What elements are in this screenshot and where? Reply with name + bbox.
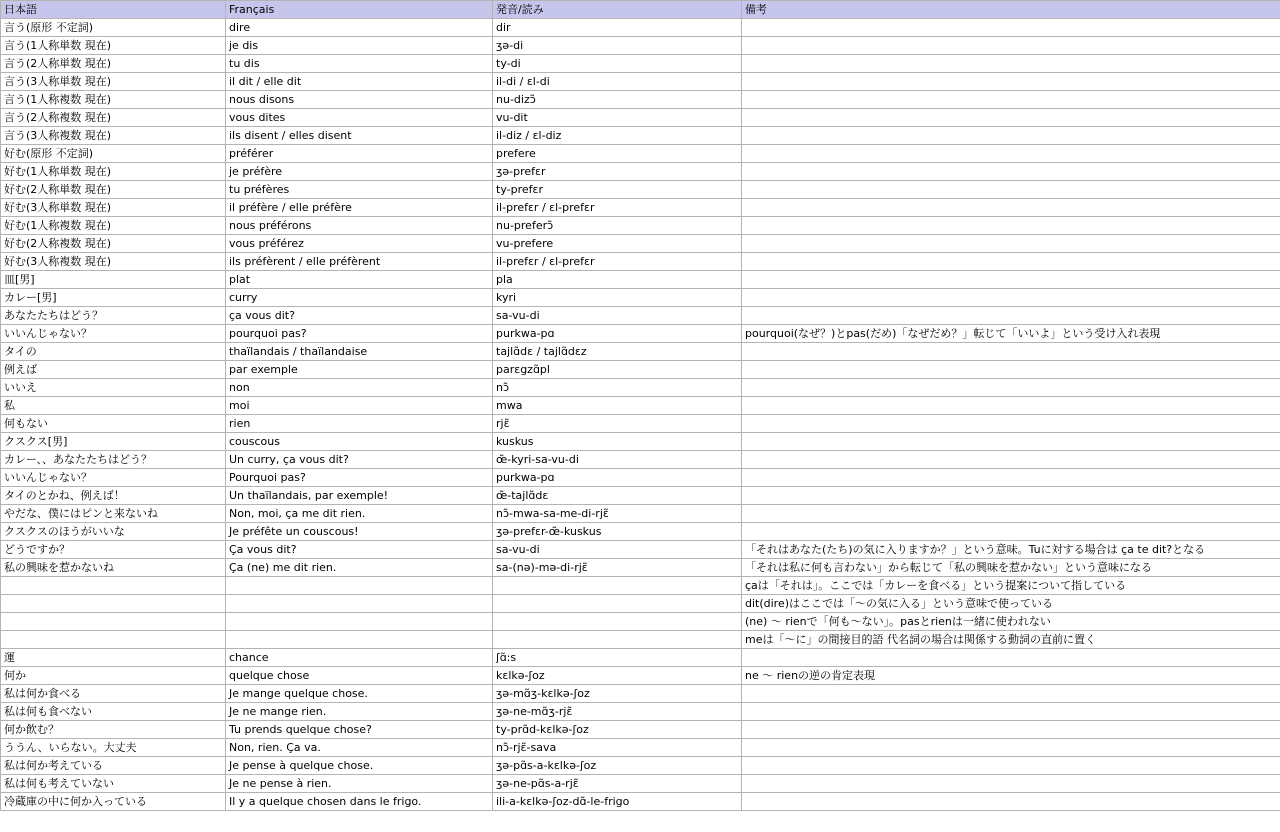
notes-cell[interactable] [742,361,1280,379]
french-cell[interactable]: Ça vous dit? [226,541,493,559]
notes-cell[interactable]: (ne) ～ rienで「何も～ない」。pasとrienは一緒に使われない [742,613,1280,631]
notes-cell[interactable] [742,487,1280,505]
french-cell[interactable]: quelque chose [226,667,493,685]
notes-cell[interactable] [742,199,1280,217]
table-row [1,523,1280,541]
french-cell[interactable]: Il y a quelque chosen dans le frigo. [226,793,493,811]
japanese-cell[interactable] [1,613,226,631]
japanese-cell[interactable]: 皿[男] [1,271,226,289]
pronunciation-cell[interactable]: sa-vu-di [493,541,742,559]
french-cell[interactable]: Je préfête un couscous! [226,523,493,541]
japanese-cell[interactable]: どうですか？ [1,541,226,559]
notes-cell[interactable] [742,397,1280,415]
notes-cell[interactable] [742,433,1280,451]
japanese-cell[interactable]: あなたたちはどう？ [1,307,226,325]
table-row [1,73,1280,91]
pronunciation-cell[interactable]: ʒə-prefɛr [493,163,742,181]
pronunciation-cell[interactable]: ty-di [493,55,742,73]
pronunciation-cell[interactable] [493,577,742,595]
french-cell[interactable]: Un curry, ça vous dit? [226,451,493,469]
french-cell[interactable]: Ça (ne) me dit rien. [226,559,493,577]
french-cell[interactable] [226,577,493,595]
table-row [1,541,1280,559]
japanese-cell[interactable]: カレー、、あなたたちはどう？ [1,451,226,469]
french-cell[interactable]: tu dis [226,55,493,73]
notes-cell[interactable]: 「それはあなた(たち)の気に入りますか？」という意味。Tuに対する場合は ça te dit?となる [742,541,1280,559]
pronunciation-cell[interactable]: ty-prefɛr [493,181,742,199]
pronunciation-cell[interactable]: sa-vu-di [493,307,742,325]
notes-cell[interactable]: çaは「それは」。ここでは「カレーを食べる」という提案について指している [742,577,1280,595]
table-row [1,649,1280,667]
japanese-cell[interactable]: 私の興味を惹かないね [1,559,226,577]
pronunciation-cell[interactable]: kuskus [493,433,742,451]
japanese-cell[interactable]: 言う(3人称複数 現在) [1,127,226,145]
notes-cell[interactable] [742,415,1280,433]
table-row [1,469,1280,487]
pronunciation-cell[interactable]: parɛgzɑ̃pl [493,361,742,379]
japanese-cell[interactable]: 冷蔵庫の中に何か入っている [1,793,226,811]
french-cell[interactable]: nous disons [226,91,493,109]
japanese-cell[interactable]: 好む(原形 不定詞) [1,145,226,163]
notes-cell[interactable] [742,289,1280,307]
notes-cell[interactable] [742,649,1280,667]
table-row [1,145,1280,163]
notes-cell[interactable]: meは「～に」の間接目的語 代名詞の場合は関係する動詞の直前に置く [742,631,1280,649]
japanese-cell[interactable]: 言う(3人称単数 現在) [1,73,226,91]
notes-cell[interactable]: 「それは私に何も言わない」から転じて「私の興味を惹かない」という意味になる [742,559,1280,577]
pronunciation-cell[interactable] [493,613,742,631]
japanese-cell[interactable]: 運 [1,649,226,667]
japanese-cell[interactable]: クスクス[男] [1,433,226,451]
table-row [1,685,1280,703]
pronunciation-cell[interactable]: œ̃-kyri-sa-vu-di [493,451,742,469]
notes-cell[interactable] [742,703,1280,721]
pronunciation-cell[interactable]: nɔ̃-rjɛ̃-sava [493,739,742,757]
notes-cell[interactable] [742,379,1280,397]
pronunciation-cell[interactable]: dir [493,19,742,37]
french-cell[interactable]: Pourquoi pas? [226,469,493,487]
french-cell[interactable]: chance [226,649,493,667]
notes-cell[interactable] [742,55,1280,73]
japanese-cell[interactable]: 好む(3人称複数 現在) [1,253,226,271]
table-row [1,775,1280,793]
french-cell[interactable]: Non, moi, ça me dit rien. [226,505,493,523]
japanese-cell[interactable]: 私は何か考えている [1,757,226,775]
pronunciation-cell[interactable]: pla [493,271,742,289]
pronunciation-cell[interactable]: il-diz / ɛl-diz [493,127,742,145]
french-cell[interactable]: nous préférons [226,217,493,235]
table-row [1,505,1280,523]
french-cell[interactable]: Je ne mange rien. [226,703,493,721]
pronunciation-cell[interactable]: ty-prɑ̃d-kɛlkə-ʃoz [493,721,742,739]
french-cell[interactable]: ils préfèrent / elle préfèrent [226,253,493,271]
notes-cell[interactable] [742,73,1280,91]
table-row [1,217,1280,235]
pronunciation-cell[interactable]: il-prefɛr / ɛl-prefɛr [493,199,742,217]
table-row [1,325,1280,343]
table-row [1,451,1280,469]
table-row [1,757,1280,775]
pronunciation-cell[interactable]: nu-preferɔ̃ [493,217,742,235]
french-cell[interactable]: par exemple [226,361,493,379]
pronunciation-cell[interactable]: ʒə-mɑ̃ʒ-kɛlkə-ʃoz [493,685,742,703]
pronunciation-cell[interactable]: sa-(nə)-mə-di-rjɛ̃ [493,559,742,577]
table-row [1,289,1280,307]
notes-cell[interactable] [742,685,1280,703]
notes-cell[interactable] [742,343,1280,361]
pronunciation-cell[interactable]: vu-dit [493,109,742,127]
french-cell[interactable]: préférer [226,145,493,163]
japanese-cell[interactable] [1,595,226,613]
french-cell[interactable]: dire [226,19,493,37]
pronunciation-cell[interactable]: kɛlkə-ʃoz [493,667,742,685]
japanese-cell[interactable]: 好む(2人称複数 現在) [1,235,226,253]
notes-cell[interactable]: ne ～ rienの逆の肯定表現 [742,667,1280,685]
japanese-cell[interactable]: いいんじゃない？ [1,469,226,487]
french-cell[interactable]: Un thaïlandais, par exemple! [226,487,493,505]
pronunciation-cell[interactable]: kyri [493,289,742,307]
notes-cell[interactable] [742,145,1280,163]
pronunciation-cell[interactable]: il-prefɛr / ɛl-prefɛr [493,253,742,271]
japanese-cell[interactable]: 言う(1人称複数 現在) [1,91,226,109]
table-row [1,253,1280,271]
japanese-cell[interactable]: 好む(1人称複数 現在) [1,217,226,235]
japanese-cell[interactable]: いいんじゃない？ [1,325,226,343]
notes-cell[interactable] [742,181,1280,199]
japanese-cell[interactable] [1,631,226,649]
header-pronunciation[interactable]: 発音/読み [493,1,742,19]
table-row [1,271,1280,289]
table-row [1,379,1280,397]
japanese-cell[interactable]: 私は何も食べない [1,703,226,721]
table-row [1,307,1280,325]
table-row [1,55,1280,73]
table-row [1,613,1280,631]
table-row [1,37,1280,55]
notes-cell[interactable] [742,163,1280,181]
notes-cell[interactable]: pourquoi(なぜ？)とpas(だめ)「なぜだめ？」転じて「いいよ」という受け入れ表現 [742,325,1280,343]
header-row [1,1,1280,19]
french-cell[interactable]: je dis [226,37,493,55]
notes-cell[interactable] [742,253,1280,271]
french-cell[interactable]: vous dites [226,109,493,127]
table-row [1,361,1280,379]
japanese-cell[interactable]: やだな、僕にはピンと来ないね [1,505,226,523]
japanese-cell[interactable]: 言う(2人称単数 現在) [1,55,226,73]
japanese-cell[interactable]: 何か [1,667,226,685]
french-cell[interactable] [226,595,493,613]
notes-cell[interactable] [742,451,1280,469]
pronunciation-cell[interactable]: ʃɑ̃:s [493,649,742,667]
pronunciation-cell[interactable] [493,595,742,613]
table-row [1,235,1280,253]
notes-cell[interactable] [742,523,1280,541]
french-cell[interactable] [226,631,493,649]
japanese-cell[interactable]: 言う(1人称単数 現在) [1,37,226,55]
japanese-cell[interactable]: 言う(原形 不定詞) [1,19,226,37]
notes-cell[interactable] [742,19,1280,37]
pronunciation-cell[interactable]: il-di / ɛl-di [493,73,742,91]
table-row [1,703,1280,721]
japanese-cell[interactable]: カレー[男] [1,289,226,307]
japanese-cell[interactable]: 私は何か食べる [1,685,226,703]
japanese-cell[interactable]: 好む(1人称単数 現在) [1,163,226,181]
pronunciation-cell[interactable]: purkwa-pɑ [493,325,742,343]
french-cell[interactable]: ça vous dit? [226,307,493,325]
french-cell[interactable]: rien [226,415,493,433]
table-row [1,739,1280,757]
notes-cell[interactable] [742,217,1280,235]
notes-cell[interactable] [742,91,1280,109]
table-row [1,91,1280,109]
table-row [1,127,1280,145]
header-notes[interactable]: 備考 [742,1,1280,19]
table-row [1,397,1280,415]
french-cell[interactable]: tu préfères [226,181,493,199]
pronunciation-cell[interactable]: rjɛ̃ [493,415,742,433]
table-row [1,415,1280,433]
pronunciation-cell[interactable]: ʒə-pɑ̃s-a-kɛlkə-ʃoz [493,757,742,775]
notes-cell[interactable] [742,469,1280,487]
japanese-cell[interactable]: 何もない [1,415,226,433]
table-row [1,667,1280,685]
japanese-cell[interactable]: 何か飲む？ [1,721,226,739]
header-french[interactable]: Français [226,1,493,19]
table-row [1,487,1280,505]
french-cell[interactable]: Tu prends quelque chose? [226,721,493,739]
french-cell[interactable]: moi [226,397,493,415]
notes-cell[interactable] [742,793,1280,811]
table-row [1,793,1280,811]
table-row [1,343,1280,361]
table-row [1,199,1280,217]
french-cell[interactable]: Je pense à quelque chose. [226,757,493,775]
pronunciation-cell[interactable]: mwa [493,397,742,415]
pronunciation-cell[interactable]: ʒə-ne-mɑ̃ʒ-rjɛ̃ [493,703,742,721]
table-row [1,631,1280,649]
french-cell[interactable]: pourquoi pas? [226,325,493,343]
table-row [1,181,1280,199]
japanese-cell[interactable]: 言う(2人称複数 現在) [1,109,226,127]
notes-cell[interactable] [742,739,1280,757]
notes-cell[interactable] [742,127,1280,145]
french-cell[interactable]: curry [226,289,493,307]
table-row [1,577,1280,595]
pronunciation-cell[interactable]: tajlɑ̃dɛ / tajlɑ̃dɛz [493,343,742,361]
french-cell[interactable]: Non, rien. Ça va. [226,739,493,757]
japanese-cell[interactable]: いいえ [1,379,226,397]
notes-cell[interactable] [742,109,1280,127]
pronunciation-cell[interactable]: nɔ̃ [493,379,742,397]
japanese-cell[interactable]: タイの [1,343,226,361]
notes-cell[interactable] [742,37,1280,55]
french-cell[interactable]: Je ne pense à rien. [226,775,493,793]
pronunciation-cell[interactable]: vu-prefere [493,235,742,253]
pronunciation-cell[interactable]: nɔ̃-mwa-sa-me-di-rjɛ̃ [493,505,742,523]
japanese-cell[interactable]: 例えば [1,361,226,379]
table-row [1,433,1280,451]
japanese-cell[interactable] [1,577,226,595]
french-cell[interactable]: plat [226,271,493,289]
table-row [1,559,1280,577]
pronunciation-cell[interactable]: ʒə-prefɛr-œ̃-kuskus [493,523,742,541]
japanese-cell[interactable]: クスクスのほうがいいな [1,523,226,541]
notes-cell[interactable]: dit(dire)はここでは「～の気に入る」という意味で使っている [742,595,1280,613]
notes-cell[interactable] [742,775,1280,793]
pronunciation-cell[interactable] [493,631,742,649]
table-row [1,595,1280,613]
japanese-cell[interactable]: 私 [1,397,226,415]
french-cell[interactable]: couscous [226,433,493,451]
header-japanese[interactable]: 日本語 [1,1,226,19]
pronunciation-cell[interactable]: purkwa-pɑ [493,469,742,487]
notes-cell[interactable] [742,235,1280,253]
french-cell[interactable]: il préfère / elle préfère [226,199,493,217]
french-cell[interactable]: non [226,379,493,397]
pronunciation-cell[interactable]: ʒə-di [493,37,742,55]
table-row [1,163,1280,181]
pronunciation-cell[interactable]: ili-a-kɛlkə-ʃoz-dɑ̃-le-frigo [493,793,742,811]
notes-cell[interactable] [742,505,1280,523]
japanese-cell[interactable]: ううん、いらない。大丈夫 [1,739,226,757]
japanese-cell[interactable]: 好む(2人称単数 現在) [1,181,226,199]
notes-cell[interactable] [742,271,1280,289]
french-cell[interactable]: il dit / elle dit [226,73,493,91]
japanese-cell[interactable]: 私は何も考えていない [1,775,226,793]
table-row [1,721,1280,739]
table-row [1,19,1280,37]
pronunciation-cell[interactable]: ʒə-ne-pɑ̃s-a-rjɛ̃ [493,775,742,793]
french-cell[interactable]: ils disent / elles disent [226,127,493,145]
notes-cell[interactable] [742,757,1280,775]
french-cell[interactable]: vous préférez [226,235,493,253]
french-cell[interactable]: Je mange quelque chose. [226,685,493,703]
french-cell[interactable]: je préfère [226,163,493,181]
notes-cell[interactable] [742,721,1280,739]
japanese-cell[interactable]: タイのとかね、例えば！ [1,487,226,505]
pronunciation-cell[interactable]: nu-dizɔ̃ [493,91,742,109]
french-cell[interactable] [226,613,493,631]
japanese-cell[interactable]: 好む(3人称単数 現在) [1,199,226,217]
french-cell[interactable]: thaïlandais / thaïlandaise [226,343,493,361]
pronunciation-cell[interactable]: prefere [493,145,742,163]
table-row [1,109,1280,127]
pronunciation-cell[interactable]: œ̃-tajlɑ̃dɛ [493,487,742,505]
notes-cell[interactable] [742,307,1280,325]
